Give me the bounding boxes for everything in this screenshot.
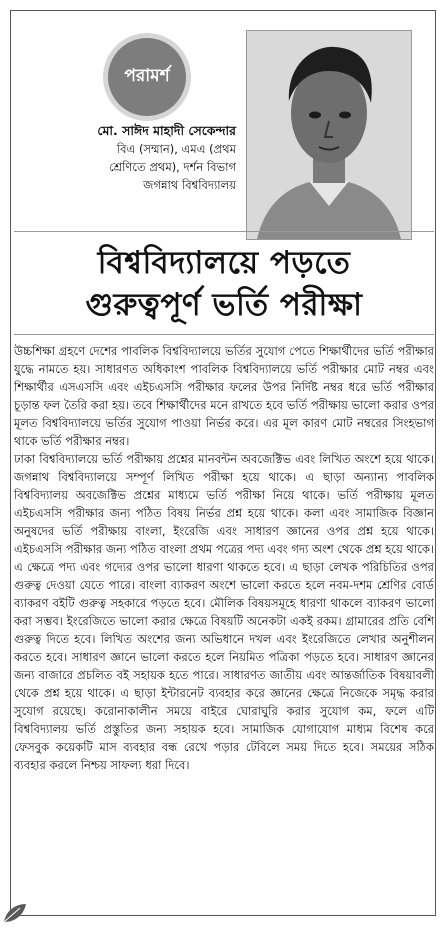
column-badge [108, 38, 186, 116]
header-divider [14, 231, 434, 232]
column-label: পরামর্শ [124, 66, 170, 86]
headline [14, 242, 434, 326]
leaf-icon [2, 902, 28, 924]
headline-line-1: বিশ্ববিদ্যালয়ে পড়তে [97, 245, 351, 281]
author-photo [246, 30, 412, 240]
article-body [14, 342, 434, 774]
paragraph-2: ঢাকা বিশ্ববিদ্যালয়ে ভর্তি পরীক্ষায় প্রশ্নের মানবন্টন অবজেক্টিভ এবং লিখিত অংশে হয়ে থাকে। জগন্নাথ বিশ্ববিদ্যালয়ে সম্পূর্ণ লিখিত পরীক্ষা হয়ে থাকে। এ ছাড়া অন্যান্য পাবলিক বিশ্ববিদ্যালয় অবজেক্টিভ প্রশ্নের মাধ্যমে ভর্তি পরীক্ষা নিয়ে থাকে। ভর্তি পরীক্ষায় মূলত এইচএসসি পরীক্ষার জন্য পঠিত বিষয় নির্ভর প্রশ্ন হয়ে থাকে। কলা এবং সামাজিক বিজ্ঞান অনুষদের ভর্তি পরীক্ষায় বাংলা, ইংরেজি এবং সাধারণ জ্ঞানের ওপর প্রশ্ন হয়ে থাকে। এইচএসসি পরীক্ষার জন্য পঠিত বাংলা প্রথম পত্রের পদ্য এবং গদ্য অংশ থেকে প্রশ্ন হয়ে থাকে। এ ক্ষেত্রে পদ্য এবং গদ্যের ওপর ভালো ধারণা থাকতে হবে। এ ছাড়া লেখক পরিচিতির ওপর গুরুত্ব দেওয়া যেতে পারে। বাংলা ব্যাকরণ অংশে ভালো করতে হলে নবম-দশম শ্রেণির বোর্ড ব্যাকরণ বইটি গুরুত্ব সহকারে পড়তে হবে। মৌলিক বিষয়সমূহে ধারণা থাকলে ব্যাকরণ ভালো করা সম্ভব। ইংরেজিতে ভালো করার ক্ষেত্রে বিষয়টি অনেকটা একই রকম। গ্রামারের প্রতি বেশি গুরুত্ব দিতে হবে। লিখিত অংশের জন্য অভিধানে দখল এবং ইংরেজিতে লেখার অনুশীলন করতে হবে। সাধারণ জ্ঞানে ভালো করতে হলে নিয়মিত পত্রিকা পড়তে হবে। সাধারণ জ্ঞানের জন্য বাজারে প্রচলিত বই সহায়ক হতে পারে। সাধারণত জাতীয় এবং আন্তর্জাতিক বিষয়াবলী থেকে প্রশ্ন হয়ে থাকে। এ ছাড়া ইন্টারনেট ব্যবহার করে জ্ঞানের ক্ষেত্রে নিজেকে সমৃদ্ধ করার সুযোগ রয়েছে। করোনাকালীন সময়ে বাইরে ঘোরাঘুরি করার সুযোগ কম, ফলে এটি বিশ্ববিদ্যালয় ভর্তি প্রস্তুতির জন্য সহায়ক হবে। সামাজিক যোগাযোগ মাধ্যম বিশেষ করে ফেসবুক কয়েকটি মাস ব্যবহার বন্ধ রেখে পড়ার টেবিলে সময় দিতে হবে। সময়ের সঠিক ব্যবহার করলে নিশ্চয় সাফল্য ধরা দিবে। [14, 452, 434, 772]
headline-line-2: গুরুত্বপূর্ণ ভর্তি পরীক্ষা [85, 287, 363, 323]
author-bio: বিএ (সম্মান), এমএ (প্রথম শ্রেণিতে প্রথম), দর্শন বিভাগ জগন্নাথ বিশ্ববিদ্যালয় [109, 142, 236, 192]
author-name: মো. সাঈদ মাহাদী সেকেন্দার [97, 123, 236, 138]
headline-divider [14, 334, 434, 335]
paragraph-1: উচ্চশিক্ষা গ্রহণে দেশের পাবলিক বিশ্ববিদ্যালয়ে ভর্তির সুযোগ পেতে শিক্ষার্থীদের ভর্তি পরীক্ষার যুদ্ধে নামতে হয়। সাধারণত অধিকাংশ পাবলিক বিশ্ববিদ্যালয়ে ভর্তি পরীক্ষার মোট নম্বর এবং শিক্ষার্থীর এসএসসি এবং এইচএসসি পরীক্ষার ফলের উপর নির্দিষ্ট নম্বর ধরে ভর্তি পরীক্ষার চূড়ান্ত ফল তৈরি করা হয়। তবে শিক্ষার্থীদের মনে রাখতে হবে ভর্তি পরীক্ষায় ভালো করার ওপর মূলত বিশ্ববিদ্যালয়ে ভর্তির সুযোগ পাওয়া নির্ভর করে। এর মূল কারণ মোট নম্বরের সিংহভাগ থাকে ভর্তি পরীক্ষার নম্বর। [14, 344, 434, 448]
author-block [58, 122, 236, 194]
